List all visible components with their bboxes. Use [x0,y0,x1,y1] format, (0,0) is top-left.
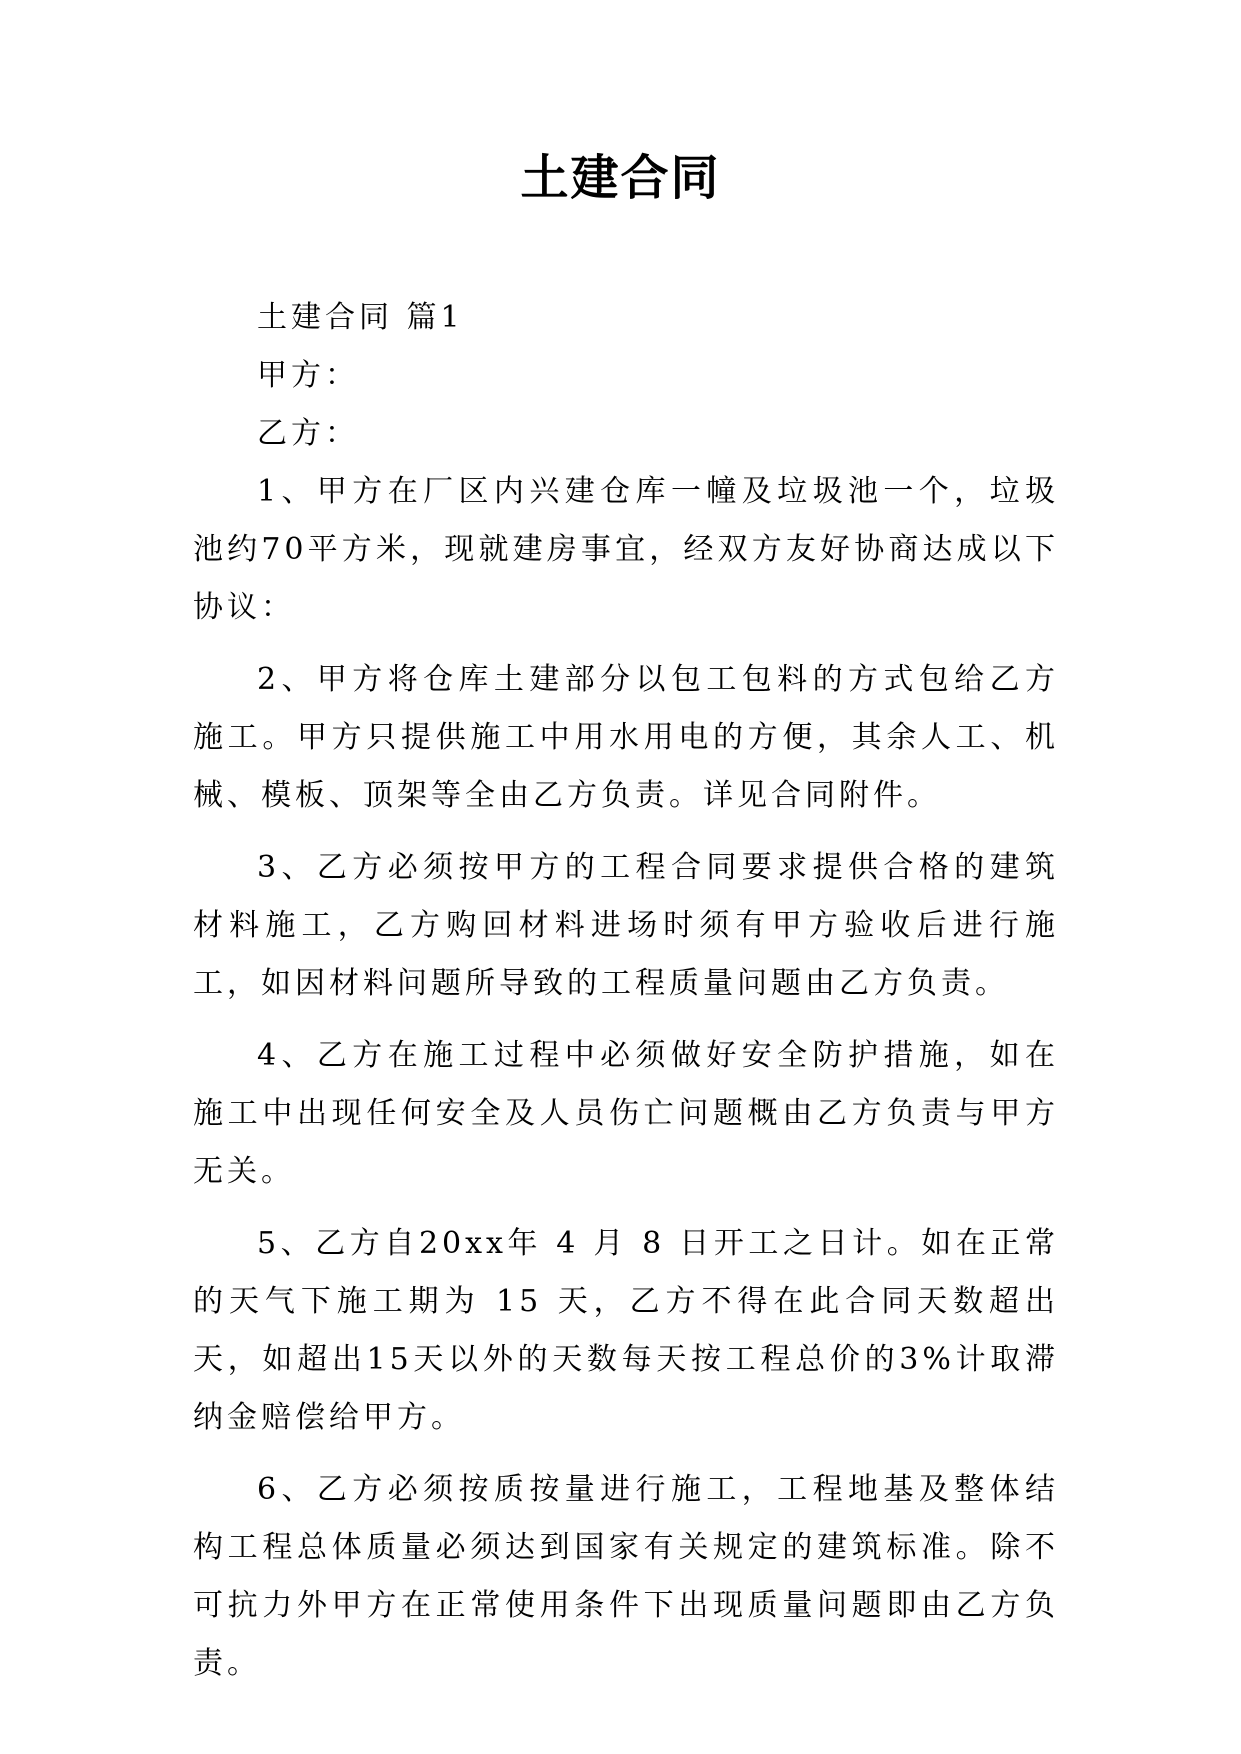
party-a-line: 甲方： [257,358,359,393]
section-heading: 土建合同 篇1 [257,300,464,335]
party-b-line: 乙方： [257,416,359,451]
clause-4: 4、乙方在施工过程中必须做好安全防护措施，如在施工中出现任何安全及人员伤亡问题概由乙方负责与甲方无关。 [193,1038,1059,1189]
clause-2: 2、甲方将仓库土建部分以包工包料的方式包给乙方施工。甲方只提供施工中用水用电的方便，其余人工、机械、模板、顶架等全由乙方负责。详见合同附件。 [193,662,1059,813]
document-title: 土建合同 [520,150,721,206]
clause-3: 3、乙方必须按甲方的工程合同要求提供合格的建筑材料施工，乙方购回材料进场时须有甲方验收后进行施工，如因材料问题所导致的工程质量问题由乙方负责。 [193,850,1059,1001]
clause-1: 1、甲方在厂区内兴建仓库一幢及垃圾池一个，垃圾池约70平方米，现就建房事宜，经双方友好协商达成以下协议： [193,474,1059,625]
clause-6: 6、乙方必须按质按量进行施工，工程地基及整体结构工程总体质量必须达到国家有关规定的建筑标准。除不可抗力外甲方在正常使用条件下出现质量问题即由乙方负责。 [193,1472,1059,1681]
document-body [193,289,1059,1693]
clause-5: 5、乙方自20xx年 4 月 8 日开工之日计。如在正常的天气下施工期为 15 天，乙方不得在此合同天数超出天，如超出15天以外的天数每天按工程总价的3%计取滞纳金赔偿给甲方。 [193,1226,1059,1435]
